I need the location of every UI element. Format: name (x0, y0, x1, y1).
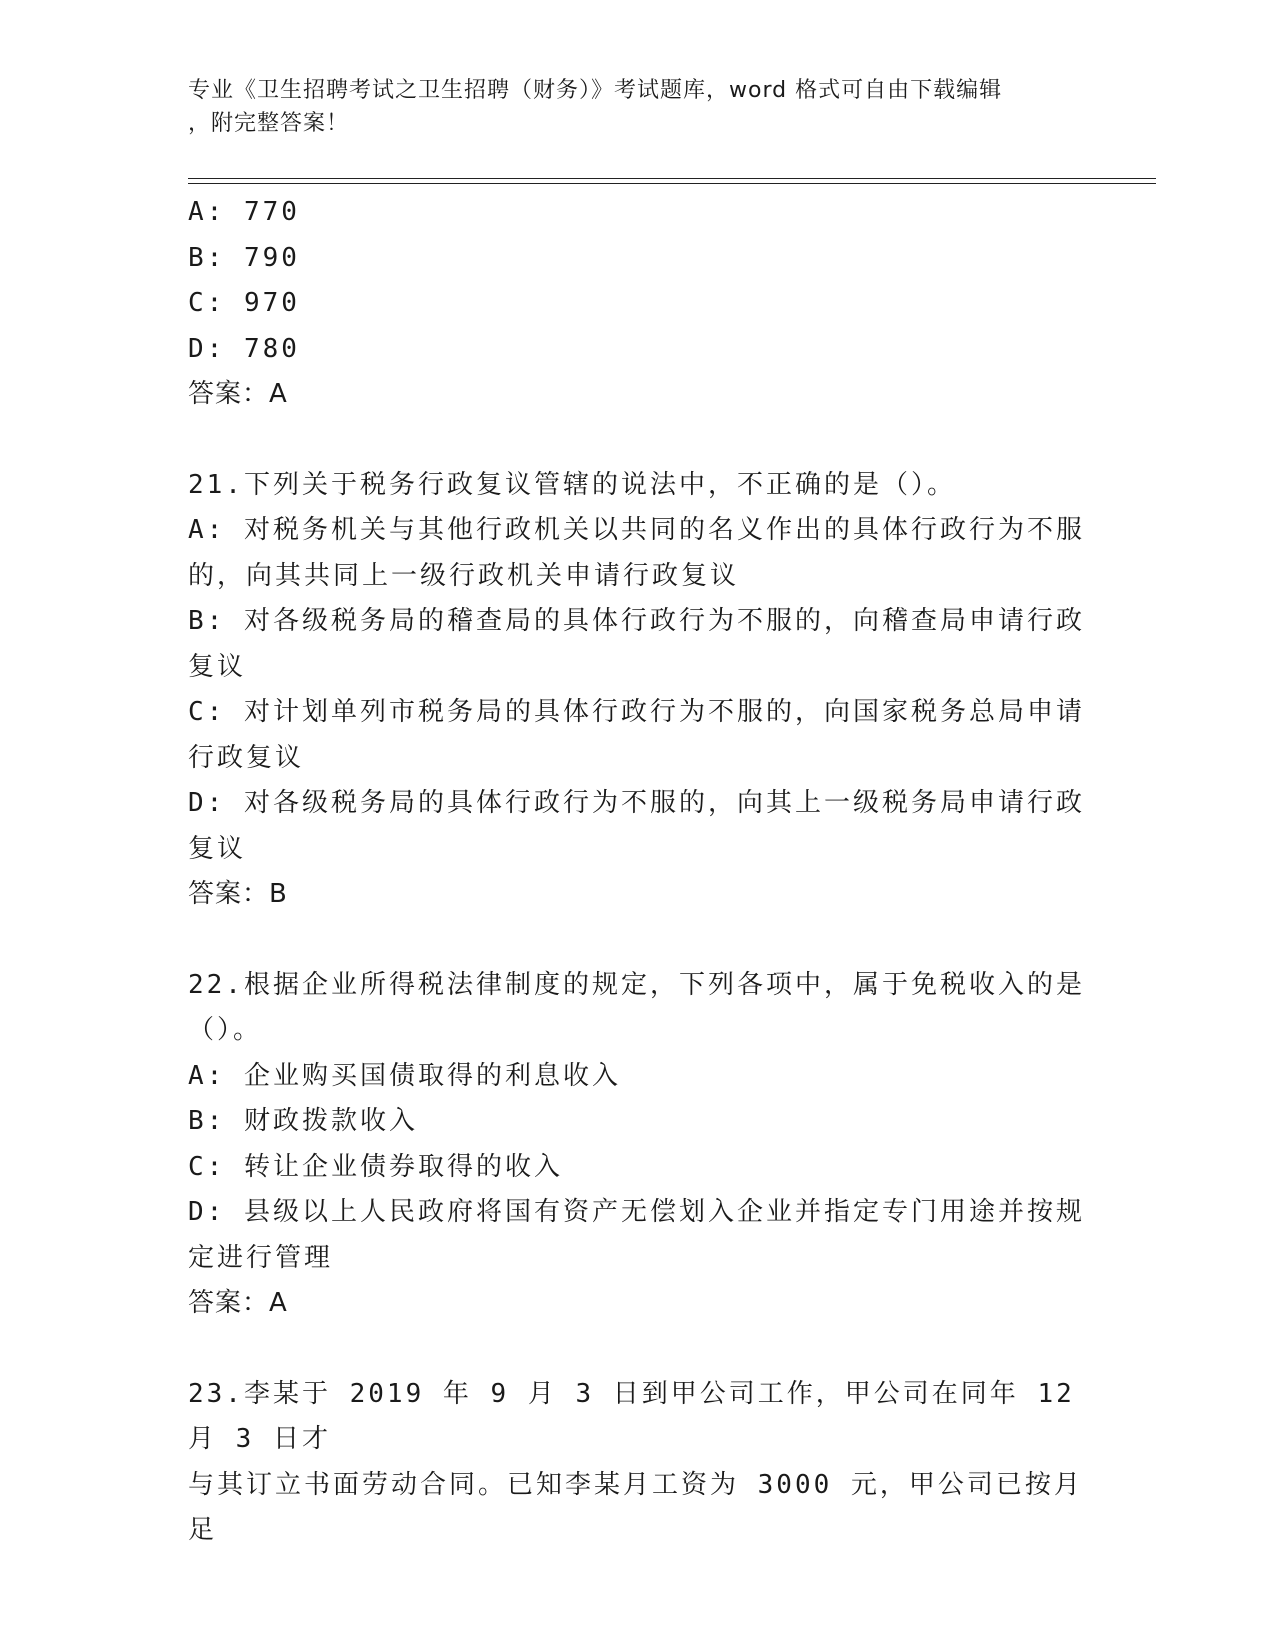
q21-option-a-line-2: 的，向其共同上一级行政机关申请行政复议 (188, 560, 740, 591)
q21-option-c-line-2: 行政复议 (188, 742, 305, 773)
q22-option-d-line-2: 定进行管理 (188, 1242, 334, 1273)
q22-answer: 答案：A (188, 1288, 288, 1318)
q22-option-c: C: 转让企业债券取得的收入 (188, 1151, 563, 1182)
q22-stem-line-1: 22.根据企业所得税法律制度的规定，下列各项中，属于免税收入的是 (188, 969, 1085, 1000)
q21-option-b-line-1: B: 对各级税务局的稽查局的具体行政行为不服的，向稽查局申请行政 (188, 606, 1085, 636)
header-line-2: ，附完整答案！ (188, 111, 350, 136)
q20-option-b: B: 790 (188, 242, 300, 273)
q22-option-a: A: 企业购买国债取得的利息收入 (188, 1060, 621, 1091)
q21-option-d-line-1: D: 对各级税务局的具体行政行为不服的，向其上一级税务局申请行政 (188, 788, 1085, 818)
q22-stem-line-2: （）。 (188, 1015, 263, 1045)
header-rule-bottom (188, 183, 1156, 184)
header-line-1: 专业《卫生招聘考试之卫生招聘（财务）》考试题库，word 格式可自由下载编辑 (188, 78, 1003, 103)
page-header (188, 74, 1068, 140)
header-rule-top (188, 178, 1156, 179)
q23-stem-line-1: 23.李某于 2019 年 9 月 3 日到甲公司工作，甲公司在同年 12 月 3 日才 (188, 1378, 1075, 1454)
spacer (188, 1327, 1088, 1372)
q21-option-d-line-2: 复议 (188, 833, 247, 864)
q21-option-c-line-1: C: 对计划单列市税务局的具体行政行为不服的，向国家税务总局申请 (188, 697, 1085, 727)
q20-option-c: C: 970 (188, 288, 300, 318)
spacer (188, 418, 1088, 463)
q21-option-b-line-2: 复议 (188, 651, 247, 682)
q22-option-d-line-1: D: 县级以上人民政府将国有资产无偿划入企业并指定专门用途并按规 (188, 1197, 1085, 1227)
q21-option-a-line-1: A: 对税务机关与其他行政机关以共同的名义作出的具体行政行为不服 (188, 515, 1085, 545)
q20-option-d: D: 780 (188, 333, 300, 364)
spacer (188, 918, 1088, 963)
question-content (188, 190, 1088, 1554)
q20-option-a: A: 770 (188, 197, 300, 227)
q21-stem: 21.下列关于税务行政复议管辖的说法中，不正确的是（）。 (188, 469, 956, 500)
q23-stem-line-2: 与其订立书面劳动合同。已知李某月工资为 3000 元，甲公司已按月足 (188, 1469, 1083, 1545)
q22-option-b: B: 财政拨款收入 (188, 1106, 418, 1136)
q20-answer: 答案：A (188, 379, 288, 409)
q21-answer: 答案：B (188, 879, 288, 909)
